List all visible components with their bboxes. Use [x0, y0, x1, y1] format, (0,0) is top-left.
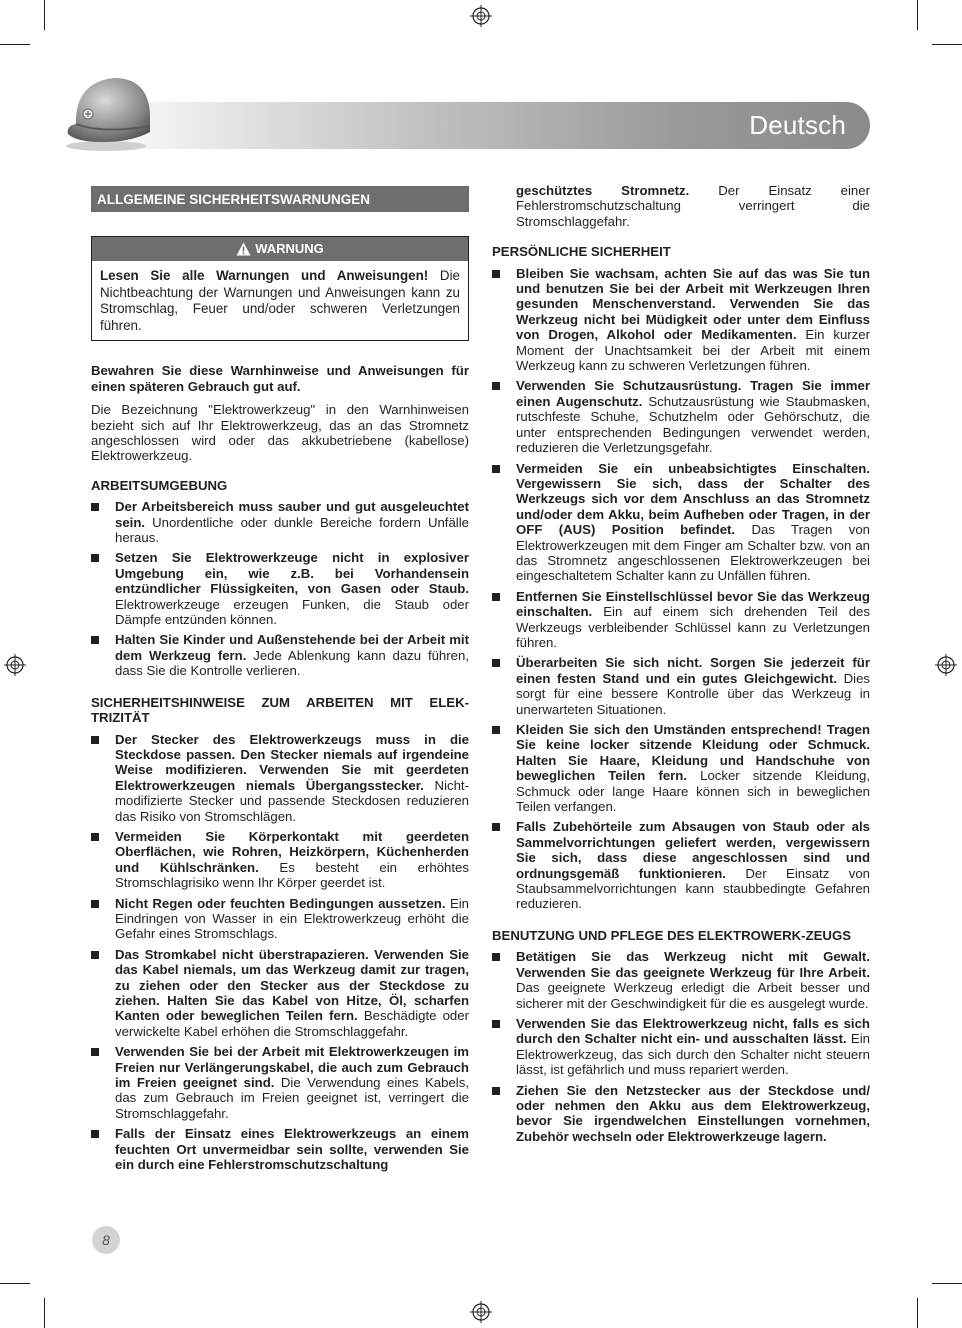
electrical-list — [91, 732, 469, 1173]
bullet — [492, 593, 500, 601]
right-column — [492, 183, 870, 1149]
list-item — [492, 1083, 870, 1145]
crop-mark — [0, 44, 30, 45]
registration-mark-icon — [4, 654, 26, 676]
heading-personal: PERSÖNLICHE SICHERHEIT — [492, 244, 671, 260]
item-text: Die Verwendung eines Kabels, das zum Gebrauch im Freien geeignet ist, verringert die Stromschlaggefahr. — [115, 1075, 469, 1121]
list-item — [492, 655, 870, 717]
item-bold: Das Stromkabel nicht überstrapazieren. Verwenden Sie das Kabel niemals, um das Werkzeug damit zur tragen, zu ziehen oder den Stecker aus der Steckdose zu ziehen. Halten Sie das Kabel von Hitze, Öl, scharfen Kanten oder beweglichen Teilen fern. — [115, 946, 469, 1024]
care-list — [492, 949, 870, 1144]
list-item — [492, 378, 870, 455]
item-text: Das geeignete Werkzeug erledigt die Arbeit besser und sicherer mit der Geschwindigkeit für die es ausgelegt wurde. — [516, 980, 870, 1011]
section-title: ALLGEMEINE SICHERHEITSWARNUNGEN — [91, 186, 469, 212]
item-bold: Der Stecker des Elektrowerkzeugs muss in die Steckdose passen. Den Stecker niemals auf irgendeine Weise modifizieren. Verwenden Sie mit geerdeten Elektrowerkzeugen niemals Übergangsstecker. — [115, 731, 469, 793]
bullet — [492, 465, 500, 473]
language-title: Deutsch — [749, 110, 846, 140]
bullet — [91, 833, 99, 841]
list-item — [492, 266, 870, 374]
bullet — [91, 636, 99, 644]
list-item — [492, 819, 870, 911]
left-column — [91, 184, 469, 1177]
warning-rest: Die Nichtbeachtung der Warnungen und Anweisungen kann zu Stromschlag, Feuer und/oder schweren Verletzungen führen. — [100, 268, 460, 333]
item-bold: Überarbeiten Sie sich nicht. Sorgen Sie jederzeit für einen festen Stand und ein gutes Gleichgewicht. — [516, 655, 870, 686]
item-text: Beschädigte oder verwickelte Kabel erhöhen die Stromschlaggefahr. — [115, 1008, 469, 1039]
list-item — [492, 949, 870, 1011]
item-bold: Nicht Regen oder feuchten Bedingungen aussetzen. — [115, 895, 446, 911]
item-bold: Vermeiden Sie ein unbeabsichtigtes Einschalten. Vergewissern Sie sich, dass der Schalter des Werkzeugs sich vor dem Anschluss an das Stromnetz und/oder dem Akku, beim Aufheben oder Tragen, in der OFF (AUS) Position befindet. — [516, 460, 870, 538]
work-area-list — [91, 499, 469, 678]
item-bold: Vermeiden Sie Körperkontakt mit geerdeten Oberflächen, wie Rohren, Heizkörpern, Küchenherden und Kühlschränken. — [115, 828, 469, 875]
warning-text — [92, 261, 468, 340]
crop-mark — [0, 1283, 30, 1284]
item-text: Nicht-modifizierte Stecker und passende Steckdosen reduzieren das Risiko von Stromschlägen. — [115, 777, 469, 824]
item-text: Unordentliche oder dunkle Bereiche fordern Unfälle heraus. — [115, 514, 469, 546]
bullet — [492, 1020, 500, 1028]
continuation-bold: geschütztes Stromnetz. — [516, 183, 690, 198]
bullet — [492, 382, 500, 390]
list-item — [91, 1126, 469, 1172]
item-text: Der Einsatz von Staubsammelvorrichtungen kann staubbedingte Gefahren reduzieren. — [516, 865, 871, 912]
bullet — [492, 270, 500, 278]
item-text: Schutzausrüstung wie Staubmasken, rutschfeste Schuhe, Schutzhelm oder Gehörschutz, die unter entsprechenden Bedingungen verwendet werden, reduzieren die Verletzungsgefahr. — [516, 393, 870, 456]
item-bold: Der Arbeitsbereich muss sauber und gut ausgeleuchtet sein. — [115, 499, 469, 530]
item-bold: Verwenden Sie das Elektrowerkzeug nicht, falls es sich durch den Schalter nicht ein- und ausschalten lässt. — [516, 1015, 870, 1047]
bullet — [91, 503, 99, 511]
item-bold: Bleiben Sie wachsam, achten Sie auf das was Sie tun und benutzen Sie bei der Arbeit mit Werkzeugen Ihren gesunden Menschenverstand. Verwenden Sie das Werkzeug nicht bei Müdigkeit oder unter dem Einfluss von Drogen, Alkohol oder Medikamenten. — [516, 265, 870, 343]
warning-header — [92, 237, 468, 261]
page-number: 8 — [92, 1226, 120, 1254]
registration-mark-icon — [470, 1301, 492, 1323]
heading-care: BENUTZUNG UND PFLEGE DES ELEKTROWERK-ZEUGS — [492, 927, 851, 943]
keep-notice-text: Bewahren Sie diese Warnhinweise und Anweisungen für einen späteren Gebrauch gut auf. — [91, 363, 469, 394]
safety-helmet-icon — [62, 74, 154, 152]
warning-bold: Lesen Sie alle Warnungen und Anweisungen! — [100, 268, 429, 283]
bullet — [492, 1087, 500, 1095]
crop-mark — [44, 0, 45, 30]
crop-mark — [932, 1283, 962, 1284]
list-item — [492, 589, 870, 651]
item-bold: Falls Zubehörteile zum Absaugen von Staub oder als Sammelvorrichtungen geliefert werden, vergewissern Sie sich, dass diese angeschlossen sind und ordnungsgemäß funktionieren. — [516, 819, 870, 881]
item-bold: Setzen Sie Elektrowerkzeuge nicht in explosiver Umgebung ein, wie z.B. bei Vorhandensein entzündlicher Flüssigkeiten, von Gasen oder Staub. — [115, 550, 469, 597]
bullet — [492, 659, 500, 667]
warning-triangle-icon — [236, 242, 251, 256]
language-banner — [92, 102, 870, 149]
continuation-text: Der Einsatz einer Fehlerstromschutzschaltung verringert die Stromschlaggefahr. — [516, 183, 870, 229]
crop-mark — [917, 1298, 918, 1328]
bullet — [91, 736, 99, 744]
list-item — [492, 722, 870, 814]
list-item — [91, 732, 469, 824]
bullet — [91, 1130, 99, 1138]
heading-electrical: SICHERHEITSHINWEISE ZUM ARBEITEN MIT ELEK-TRIZITÄT — [91, 694, 469, 726]
item-bold: Entfernen Sie Einstellschlüssel bevor Sie das Werkzeug einschalten. — [516, 588, 870, 620]
heading-work-area: ARBEITSUMGEBUNG — [91, 477, 228, 493]
bullet — [91, 1048, 99, 1056]
warning-box — [91, 236, 469, 341]
item-bold: Kleiden Sie sich den Umständen entsprechend! Tragen Sie keine locker sitzende Kleidung oder Schmuck. Halten Sie Haare, Kleidung und Handschuhe von beweglichen Teilen fern. — [516, 722, 870, 784]
item-text: Das Tragen von Elektrowerkzeugen mit dem Finger am Schalter bzw. von an das Stromnetz angeschlossenen Elektrowerkzeugen bei eingeschaltetem Schalter kann zu Unfällen führen. — [516, 522, 870, 584]
bullet — [492, 726, 500, 734]
list-item — [91, 947, 469, 1039]
list-item — [91, 550, 469, 627]
definition-paragraph: Die Bezeichnung "Elektrowerkzeug" in den Warnhinweisen bezieht sich auf Ihr Elektrowerkzeug, das an das Stromnetz angeschlossen wird oder das akkubetriebene (kabellose) Elektrowerkzeug. — [91, 402, 469, 464]
list-item — [492, 461, 870, 584]
list-item — [91, 1044, 469, 1121]
list-item — [91, 829, 469, 891]
list-item — [91, 499, 469, 545]
item-text: Locker sitzende Kleidung, Schmuck oder lange Haare können sich in beweglichen Teilen verfangen. — [516, 768, 870, 815]
crop-mark — [917, 0, 918, 30]
crop-mark — [44, 1298, 45, 1328]
item-bold: Betätigen Sie das Werkzeug nicht mit Gewalt. Verwenden Sie das geeignete Werkzeug für Ihre Arbeit. — [516, 949, 870, 980]
item-bold: Verwenden Sie Schutzausrüstung. Tragen Sie immer einen Augenschutz. — [516, 378, 870, 409]
list-item — [91, 896, 469, 942]
continuation-paragraph — [492, 183, 870, 229]
item-text: Dies sorgt für eine bessere Kontrolle über das Werkzeug in unerwarteten Situationen. — [516, 670, 871, 717]
item-text: Ein kurzer Moment der Unachtsamkeit bei der Arbeit mit einem Werkzeug kann zu schweren Verletzungen führen. — [516, 327, 870, 374]
item-text: Ein auf einem sich drehenden Teil des Werkzeugs verbleibender Schlüssel kann zu Verletzungen führen. — [516, 604, 870, 650]
item-bold: Verwenden Sie bei der Arbeit mit Elektrowerkzeugen im Freien nur Verlängerungskabel, die auch zum Gebrauch im Freien geeignet sind. — [115, 1044, 469, 1091]
item-bold: Falls der Einsatz eines Elektrowerkzeugs an einem feuchten Ort unvermeidbar sein sollte, verwenden Sie ein durch eine Fehlerstromschutzschaltung — [115, 1126, 469, 1173]
bullet — [91, 951, 99, 959]
bullet — [91, 900, 99, 908]
bullet — [91, 554, 99, 562]
keep-notice — [91, 363, 469, 394]
item-bold: Ziehen Sie den Netzstecker aus der Steckdose und/ oder nehmen den Akku aus dem Elektrowerkzeug, bevor Sie irgendwelchen Einstellungen vornehmen, Zubehör wechseln oder Elektrowerkzeuge lagern. — [516, 1082, 870, 1144]
list-item — [91, 632, 469, 678]
personal-list — [492, 266, 870, 912]
warning-label: WARNUNG — [255, 241, 324, 256]
crop-mark — [932, 44, 962, 45]
item-text: Ein Elektrowerkzeug, das sich durch den Schalter nicht steuern lässt, ist gefährlich und muss repariert werden. — [516, 1031, 870, 1078]
list-item — [492, 1016, 870, 1078]
bullet — [492, 953, 500, 961]
item-text: Ein Eindringen von Wasser in ein Elektrowerkzeug erhöht die Gefahr eines Stromschlags. — [115, 895, 470, 942]
bullet — [492, 823, 500, 831]
registration-mark-icon — [470, 5, 492, 27]
item-text: Elektrowerkzeuge erzeugen Funken, die Staub oder Dämpfe entzünden können. — [115, 596, 469, 628]
registration-mark-icon — [935, 654, 957, 676]
item-text: Es besteht ein erhöhtes Stromschlagrisiko wenn Ihr Körper geerdet ist. — [115, 859, 469, 891]
item-bold: Halten Sie Kinder und Außenstehende bei der Arbeit mit dem Werkzeug fern. — [115, 632, 469, 663]
item-text: Jede Ablenkung kann dazu führen, dass Sie die Kontrolle verlieren. — [115, 647, 469, 679]
